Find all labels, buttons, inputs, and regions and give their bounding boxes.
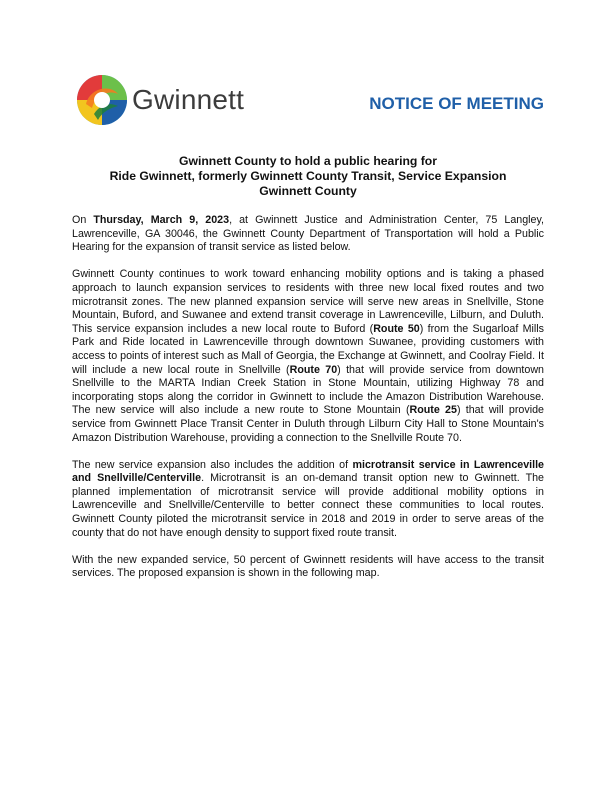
- gwinnett-swirl-icon: [76, 74, 128, 126]
- title-line-1: Gwinnett County to hold a public hearing for: [179, 154, 437, 168]
- hearing-date: Thursday, March 9, 2023: [93, 214, 230, 226]
- microtransit-zones: microtransit service in Lawrenceville and Snellville/Centerville: [72, 458, 544, 485]
- gwinnett-logo: [76, 74, 266, 132]
- route-50: Route 50: [373, 322, 420, 335]
- title-line-2: Ride Gwinnett, formerly Gwinnett County Transit, Service Expansion: [109, 169, 507, 183]
- notice-body: [72, 214, 544, 595]
- paragraph-coverage: With the new expanded service, 50 percent of Gwinnett residents will have access to the transit services. The proposed expansion is shown in the following map.: [72, 553, 544, 580]
- route-70: Route 70: [289, 363, 338, 376]
- paragraph-hearing-date: On Thursday, March 9, 2023, at Gwinnett Justice and Administration Center, 75 Langley, Lawrenceville, GA 30046, the Gwinnett County Department of Transportation will hold a Public Hearing for the expansion of transit service as listed below.: [72, 214, 544, 254]
- paragraph-microtransit: The new service expansion also includes the addition of microtransit service in Lawrenceville and Snellville/Centerville. Microtransit is an on-demand transit option new to Gwinnett. The planned implementation of microtransit service will provide additional mobility options in Lawrenceville and Snellville/Centerville to better connect these communities to local routes. Gwinnett County piloted the microtransit service in 2018 and 2019 in order to serve areas of the county that do not have enough density to support fixed route transit.: [72, 458, 544, 539]
- document-title: [72, 154, 544, 199]
- logo-wordmark: Gwinnett: [132, 84, 245, 115]
- title-line-3: Gwinnett County: [259, 184, 357, 198]
- notice-heading: NOTICE OF MEETING: [369, 94, 544, 113]
- paragraph-fixed-routes: Gwinnett County continues to work toward enhancing mobility options and is taking a phased approach to launch expansion services to residents with three new local fixed routes and two microtransit zones. The new planned expansion service will serve new areas in Snellville, Stone Mountain, Buford, and Suwanee and extend transit coverage in Lawrenceville, Lilburn, and Duluth. This service expansion includes a new local route to Buford (Route 50) from the Sugarloaf Mills Park and Ride located in Lawrenceville through downtown Suwanee, providing customers with access to points of interest such as Mall of Georgia, the Exchange at Gwinnett, and Coolray Field. It will include a new local route in Snellville (Route 70) that will provide service from downtown Snellville to the MARTA Indian Creek Station in Stone Mountain, utilizing Highway 78 and incorporating stops along the corridor in Gwinnett to include the Amazon Distribution Warehouse. The new service will also include a new route to Stone Mountain (Route 25) that will provide service from Gwinnett Place Transit Center in Duluth through Lilburn City Hall to Stone Mountain's Amazon Distribution Warehouse, providing a connection to the Snellville Route 70.: [72, 268, 544, 444]
- route-25: Route 25: [409, 404, 457, 417]
